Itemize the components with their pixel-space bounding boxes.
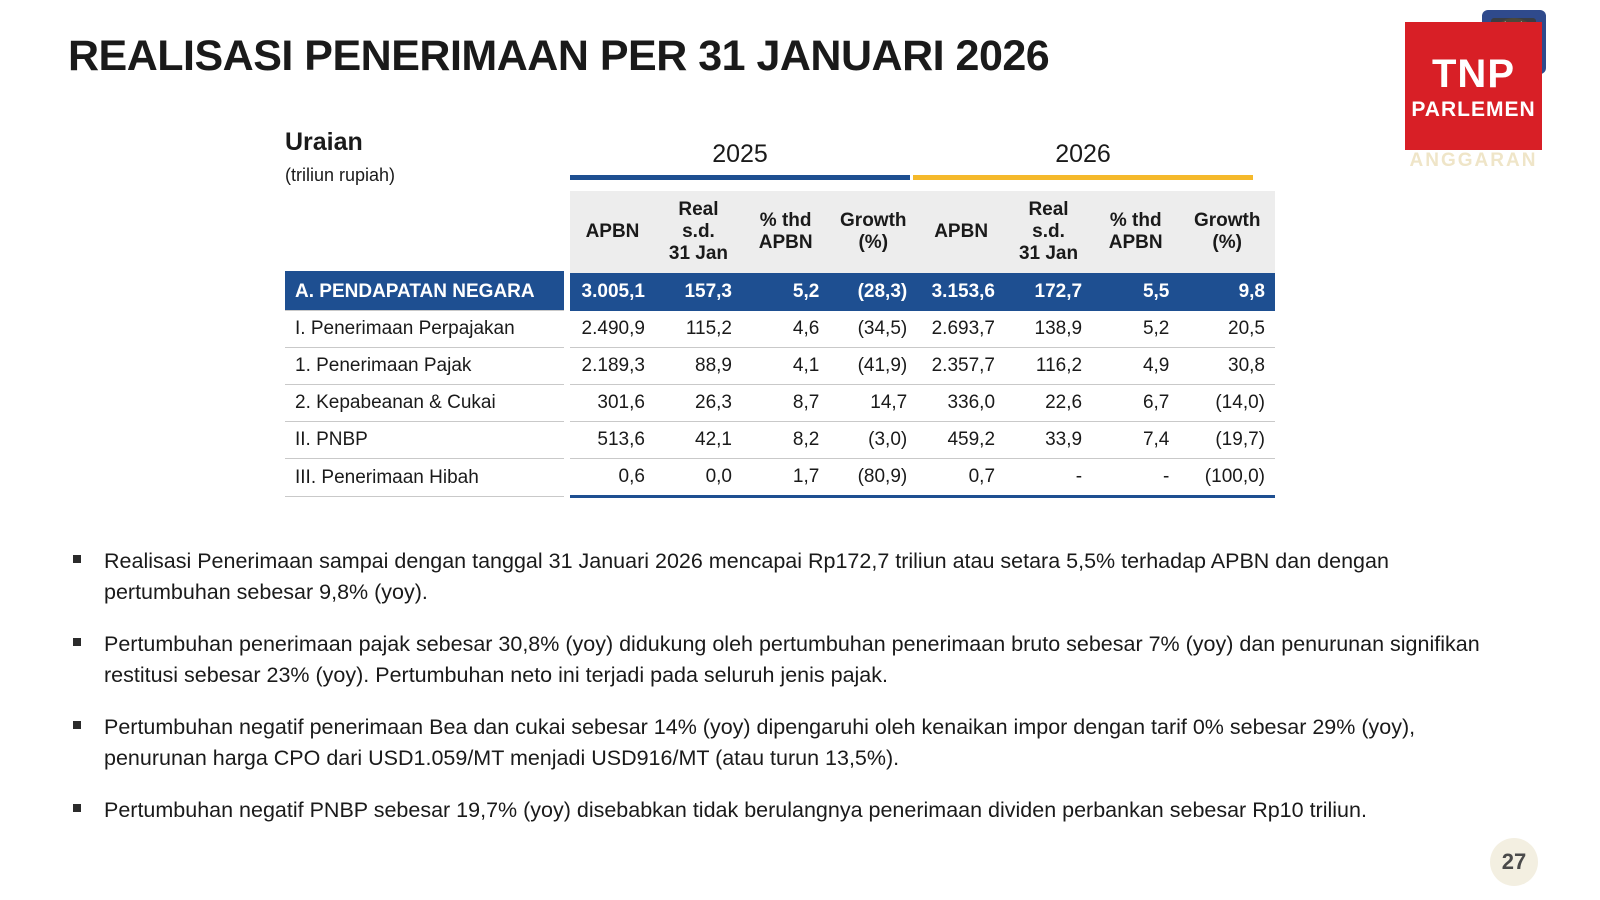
col-header-2026-apbn — [917, 191, 1005, 273]
col-header-2026-growth-l1: Growth — [1193, 209, 1261, 231]
row-cell: 7,4 — [1092, 422, 1179, 459]
row-cell: 88,9 — [655, 348, 742, 385]
row-cell: (14,0) — [1179, 385, 1275, 422]
col-header-2025-real-l2: 31 Jan — [668, 242, 729, 264]
row-cell: 4,9 — [1092, 348, 1179, 385]
revenue-table — [285, 191, 1275, 498]
bullet-text: Pertumbuhan negatif penerimaan Bea dan cukai sebesar 14% (yoy) dipengaruhi oleh kenaikan impor dengan tarif 0% sebesar 29% (yoy), penurunan harga CPO dari USD1.059/MT menjadi USD916/MT (atau turun 13,5%). — [104, 715, 1416, 770]
table-caption-title: Uraian — [285, 128, 363, 156]
row-cell: 0,6 — [567, 459, 655, 497]
row-cell: (34,5) — [829, 311, 917, 348]
row-cell: 8,7 — [742, 385, 829, 422]
row-cell: 42,1 — [655, 422, 742, 459]
col-header-2026-growth — [1179, 191, 1275, 273]
row-cell: 3.153,6 — [917, 273, 1005, 311]
row-cell: 5,2 — [1092, 311, 1179, 348]
row-cell: 1,7 — [742, 459, 829, 497]
bullet-square-icon — [73, 721, 81, 729]
row-cell: 22,6 — [1005, 385, 1092, 422]
page-number-value: 27 — [1501, 849, 1527, 874]
col-header-2026-real — [1005, 191, 1092, 273]
tnp-logo-line1: TNP — [1432, 52, 1515, 96]
row-cell: 9,8 — [1179, 273, 1275, 311]
table-caption — [285, 128, 565, 186]
row-label: 2. Kepabeanan & Cukai — [285, 385, 567, 422]
year-group-2026 — [913, 140, 1253, 180]
table-caption-unit: (triliun rupiah) — [285, 165, 396, 185]
col-header-2026-pct — [1092, 191, 1179, 273]
tnp-logo — [1405, 22, 1542, 150]
col-header-2026-apbn-l1: APBN — [934, 220, 989, 242]
tnp-logo-line2: PARLEMEN — [1411, 98, 1536, 121]
col-header-2025-apbn — [567, 191, 655, 273]
bullet-item — [68, 795, 1518, 826]
table-header-row — [285, 191, 1275, 273]
bullet-text: Realisasi Penerimaan sampai dengan tanggal 31 Januari 2026 mencapai Rp172,7 triliun atau setara 5,5% terhadap APBN dan dengan pertumbuhan sebesar 9,8% (yoy). — [104, 549, 1389, 604]
col-header-2026-pct-l2: APBN — [1108, 231, 1163, 253]
row-cell: - — [1005, 459, 1092, 497]
bullet-text: Pertumbuhan negatif PNBP sebesar 19,7% (yoy) disebabkan tidak berulangnya penerimaan dividen perbankan sebesar Rp10 triliun. — [104, 798, 1367, 823]
bullet-square-icon — [73, 555, 81, 563]
bullet-square-icon — [73, 638, 81, 646]
logo-block — [1405, 10, 1542, 195]
row-cell: 5,5 — [1092, 273, 1179, 311]
row-cell: 3.005,1 — [567, 273, 655, 311]
table-row — [285, 459, 1275, 497]
col-header-2025-real — [655, 191, 742, 273]
row-cell: (100,0) — [1179, 459, 1275, 497]
row-cell: 157,3 — [655, 273, 742, 311]
row-label: II. PNBP — [285, 422, 567, 459]
page-number — [1490, 838, 1538, 886]
year-group-2025 — [570, 140, 910, 180]
row-cell: 138,9 — [1005, 311, 1092, 348]
row-cell: 172,7 — [1005, 273, 1092, 311]
row-cell: (80,9) — [829, 459, 917, 497]
table-row — [285, 273, 1275, 311]
row-cell: 336,0 — [917, 385, 1005, 422]
year-group-2026-label: 2026 — [1055, 140, 1111, 168]
bullet-item — [68, 712, 1518, 773]
year-group-2026-rule — [913, 175, 1253, 180]
col-header-2025-pct-l2: APBN — [758, 231, 813, 253]
row-label: 1. Penerimaan Pajak — [285, 348, 567, 385]
table-row — [285, 422, 1275, 459]
col-header-2025-pct — [742, 191, 829, 273]
row-cell: - — [1092, 459, 1179, 497]
table-row — [285, 385, 1275, 422]
year-group-2025-label: 2025 — [712, 140, 768, 168]
col-header-2025-pct-l1: % thd — [759, 209, 812, 231]
col-header-2026-real-l1: Real s.d. — [1028, 199, 1069, 242]
row-cell: 33,9 — [1005, 422, 1092, 459]
row-cell: 2.490,9 — [567, 311, 655, 348]
bullet-square-icon — [73, 804, 81, 812]
row-cell: (3,0) — [829, 422, 917, 459]
row-cell: 513,6 — [567, 422, 655, 459]
row-cell: 14,7 — [829, 385, 917, 422]
row-cell: 116,2 — [1005, 348, 1092, 385]
col-header-2025-growth-l2: (%) — [858, 231, 889, 253]
row-cell: 5,2 — [742, 273, 829, 311]
row-cell: 8,2 — [742, 422, 829, 459]
row-cell: 26,3 — [655, 385, 742, 422]
row-label: I. Penerimaan Perpajakan — [285, 311, 567, 348]
table-row — [285, 311, 1275, 348]
col-header-2026-pct-l1: % thd — [1109, 209, 1162, 231]
tnp-logo-subtitle: ANGGARAN — [1409, 150, 1538, 171]
row-cell: 115,2 — [655, 311, 742, 348]
row-cell: (41,9) — [829, 348, 917, 385]
row-cell: 2.357,7 — [917, 348, 1005, 385]
table-row — [285, 348, 1275, 385]
col-header-2026-growth-l2: (%) — [1212, 231, 1242, 253]
bullet-item — [68, 546, 1518, 607]
bullet-item — [68, 629, 1518, 690]
col-header-2025-apbn-l1: APBN — [585, 220, 640, 242]
row-cell: 30,8 — [1179, 348, 1275, 385]
row-label: III. Penerimaan Hibah — [285, 459, 567, 497]
table-header-blank — [285, 191, 567, 273]
row-cell: 20,5 — [1179, 311, 1275, 348]
row-label: A. PENDAPATAN NEGARA — [285, 273, 567, 311]
row-cell: 2.693,7 — [917, 311, 1005, 348]
bullet-list — [68, 546, 1518, 848]
col-header-2025-real-l1: Real s.d. — [678, 199, 719, 242]
row-cell: 2.189,3 — [567, 348, 655, 385]
col-header-2025-growth — [829, 191, 917, 273]
row-cell: 4,1 — [742, 348, 829, 385]
row-cell: (28,3) — [829, 273, 917, 311]
row-cell: 301,6 — [567, 385, 655, 422]
row-cell: 4,6 — [742, 311, 829, 348]
row-cell: 0,0 — [655, 459, 742, 497]
col-header-2025-growth-l1: Growth — [840, 209, 907, 231]
page-title: REALISASI PENERIMAAN PER 31 JANUARI 2026 — [68, 32, 1050, 80]
row-cell: (19,7) — [1179, 422, 1275, 459]
bullet-text: Pertumbuhan penerimaan pajak sebesar 30,8% (yoy) didukung oleh pertumbuhan penerimaan bruto sebesar 7% (yoy) dan penurunan signifikan restitusi sebesar 23% (yoy). Pertumbuhan neto ini terjadi pada seluruh jenis pajak. — [104, 632, 1480, 687]
row-cell: 0,7 — [917, 459, 1005, 497]
row-cell: 6,7 — [1092, 385, 1179, 422]
year-group-2025-rule — [570, 175, 910, 180]
col-header-2026-real-l2: 31 Jan — [1018, 242, 1079, 264]
row-cell: 459,2 — [917, 422, 1005, 459]
